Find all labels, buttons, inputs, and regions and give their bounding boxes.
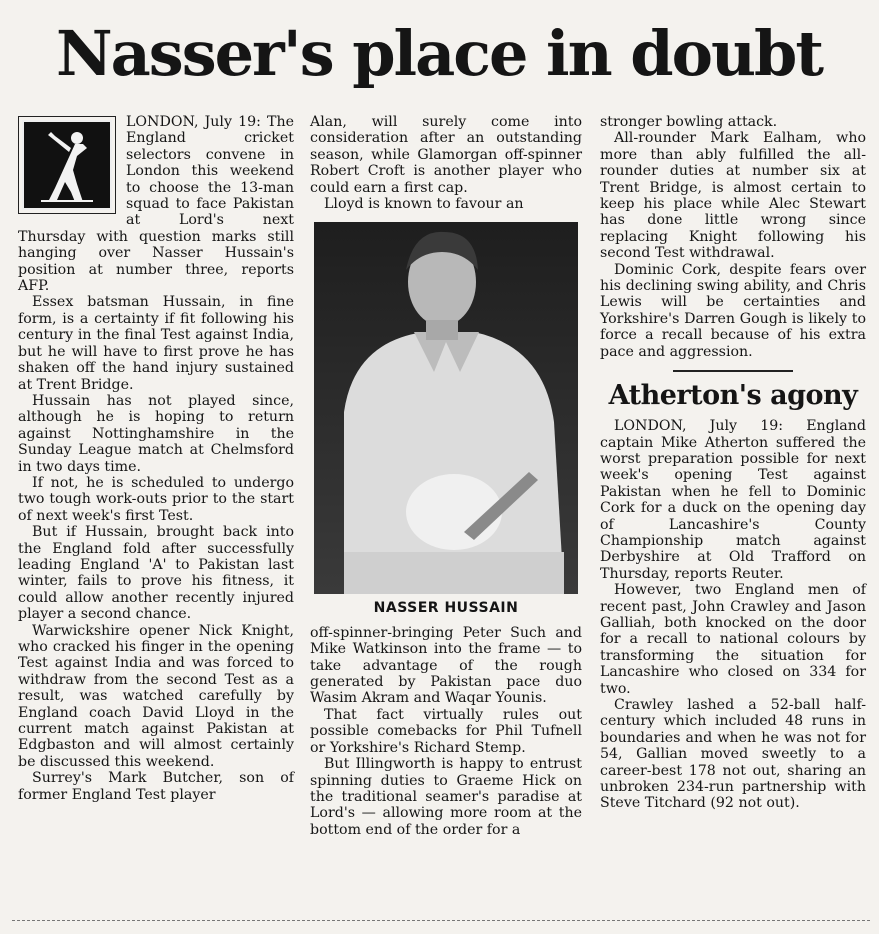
paragraph: But Illingworth is happy to entrust spinning duties to Graeme Hick on the traditional seamer's paradise at Lord's — allowing more room at the bottom end of the order for a (310, 756, 582, 838)
player-photo (314, 222, 578, 594)
paragraph: If not, he is scheduled to undergo two tough work-outs prior to the start of next week's first Test. (18, 474, 294, 524)
cricket-logo (18, 116, 116, 214)
paragraph: That fact virtually rules out possible comebacks for Phil Tufnell or Yorkshire's Richard Stemp. (310, 706, 582, 756)
headline: Nasser's place in doubt (55, 17, 823, 90)
paragraph: Alan, will surely come into consideration after an outstanding season, while Glamorgan off-spinner Robert Croft is another player who could earn a first cap. (310, 114, 582, 196)
cricketer-icon (22, 120, 112, 210)
photo-caption: NASSER HUSSAIN (373, 600, 519, 617)
article-column-2 (310, 114, 582, 838)
paragraph: off-spinner-bringing Peter Such and Mike Watkinson into the frame — to take advantage of the rough generated by Pakistan pace duo Wasim Akram and Waqar Younis. (310, 624, 582, 707)
article-column-3 (600, 114, 866, 812)
paragraph: But if Hussain, brought back into the England fold after successfully leading England 'A' to Pakistan last winter, fails to prove his fitness, it could allow another recently injured player a second chance. (18, 524, 294, 623)
paragraph: stronger bowling attack. (600, 114, 778, 130)
paragraph: Lloyd is known to favour an (324, 196, 524, 213)
paragraph: LONDON, July 19: England captain Mike Atherton suffered the worst preparation possible for next week's opening Test against Pakistan when he fell to Dominic Cork for a duck on the opening day of Lancashire's County Championship match against Derbyshire at Old Trafford on Thursday, reports Reuter. (600, 418, 866, 582)
paragraph: Crawley lashed a 52-ball half-century which included 48 runs in boundaries and when he was not for 54, Gallian moved sweetly to a career-best 178 not out, sharing an unbroken 234-run partnership with Steve Titchard (92 not out). (600, 697, 866, 812)
paragraph: Dominic Cork, despite fears over his declining swing ability, and Chris Lewis will be certainties and Yorkshire's Darren Gough is likely to force a recall because of his extra pace and aggression. (600, 261, 866, 360)
article-column-1 (18, 114, 294, 803)
clipping-edge (12, 920, 870, 921)
paragraph: Warwickshire opener Nick Knight, who cracked his finger in the opening Test against India and was forced to withdraw from the second Test as a result, was watched carefully by England coach David Lloyd in the current match against Pakistan at Edgbaston and will almost certainly be discussed this weekend. (18, 622, 294, 770)
paragraph: LONDON, July 19: The England cricket selectors convene in London this weekend to choose the 13-man squad to face Pakistan at Lord's next Thursday with question marks still hanging over Nasser Hussain's position at number three, reports AFP. (18, 114, 294, 295)
paragraph: Hussain has not played since, although he is hoping to return against Nottinghamshire in the Sunday League match at Chelmsford in two days time. (18, 392, 294, 475)
divider (673, 370, 793, 372)
subheadline: Atherton's agony (608, 380, 858, 412)
paragraph: Surrey's Mark Butcher, son of former England Test player (18, 770, 294, 803)
paragraph: All-rounder Mark Ealham, who more than ably fulfilled the all-rounder duties at number six at Trent Bridge, is almost certain to keep his place while Alec Stewart has done little wrong since replacing Knight following his second Test withdrawal. (600, 130, 866, 262)
paragraph: However, two England men of recent past, John Crawley and Jason Galliah, both knocked on the door for a recall to national colours by transforming the situation for Lancashire who closed on 334 for two. (600, 582, 866, 697)
paragraph: Essex batsman Hussain, in fine form, is a certainty if fit following his century in the final Test against India, but he will have to first prove he has shaken off the hand injury sustained at Trent Bridge. (18, 294, 294, 393)
